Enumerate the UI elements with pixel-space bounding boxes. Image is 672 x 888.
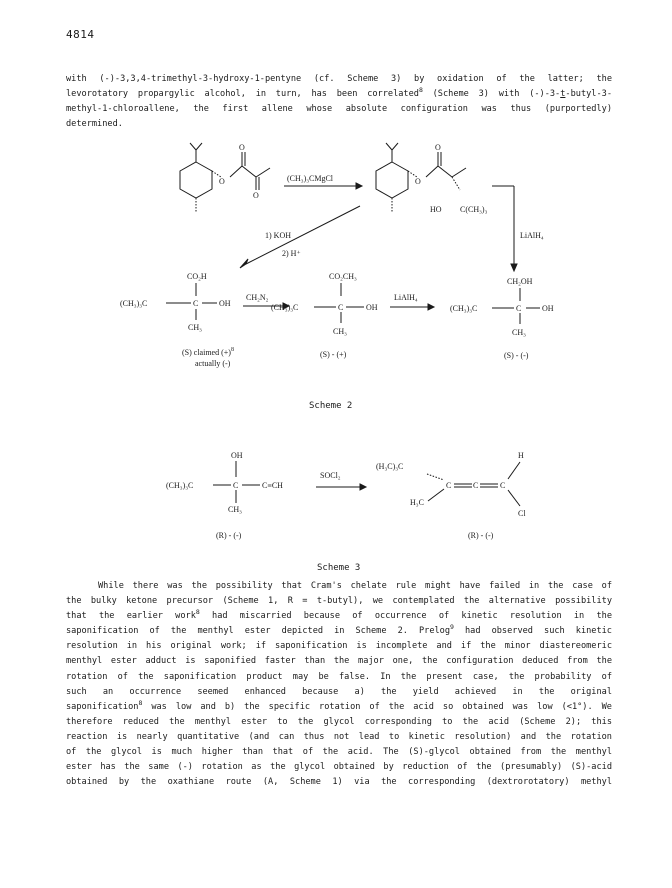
alcohol-stereo-label: (R) - (-) [216, 531, 242, 540]
scheme-2-diagram [0, 0, 672, 400]
methyl-ester-methyl: CH₃ [333, 327, 347, 336]
acid-methyl: CH₃ [188, 323, 202, 332]
alcohol-methyl: CH₃ [228, 505, 242, 514]
body-line: obtained by the oxathiane route (A, Scheme 1) via the corresponding (dextrorotatory) methyl [66, 777, 612, 788]
intro-line: with (-)-3,3,4-trimethyl-3-hydroxy-1-pentyne (cf. Scheme 3) by oxidation of the latter; the [66, 74, 612, 84]
carbonyl-oxygen-bottom: O [253, 191, 259, 200]
glycol-oh: OH [542, 304, 554, 313]
body-line: that the earlier work$^8$ had miscarried because of occurrence of kinetic resolution in the [66, 608, 612, 622]
grignard-reagent-label: (CH₃)₃CMgCl [287, 174, 334, 183]
intro-line: determined. [66, 119, 123, 130]
alcohol-center: C [233, 481, 239, 490]
alcohol-alkyne: C≡CH [262, 481, 283, 490]
scheme-3-diagram [0, 440, 672, 570]
glycol-stereo-label: (S) - (-) [504, 351, 529, 360]
menthyl-ring-right [376, 162, 408, 198]
allene-stereo-label: (R) - (-) [468, 531, 494, 540]
body-line: the bulky ketone precursor (Scheme 1, R = t-butyl), we contemplated the alternative possibility [66, 596, 612, 607]
body-line: saponification$^8$ was low and b) the specific rotation of the acid so obtained was low (<1°). We [66, 698, 612, 712]
koh-step-1: 1) KOH [265, 231, 291, 240]
reference-superscript: 8 [418, 86, 423, 95]
ch2n2-reagent: CH₂N₂ [246, 293, 269, 302]
intro-line: methyl-1-chloroallene, the first allene whose absolute configuration was thus (purportedly) [66, 104, 612, 115]
body-line: rotation of the saponification product may be false. In the present case, the probability of [66, 671, 612, 682]
acid-stereo-label: (S) claimed $(+)^8$ [182, 347, 234, 357]
body-line: of the glycol is much higher than that of the acid. The (S)-glycol obtained from the menthyl [66, 747, 612, 758]
body-line: reaction is nearly quantitative (and can thus not lead to kinetic resolution) and the rotation [66, 731, 612, 742]
methyl-ester-tbu: (CH₃)₃C [271, 303, 299, 312]
body-paragraph [66, 579, 612, 790]
acid-tbu: (CH₃)₃C [120, 299, 148, 308]
methyl-ester-top: CO₂CH₃ [329, 272, 357, 281]
ring-oxygen-right: O [415, 177, 421, 186]
body-line: resolution in his original work; if saponification is incomplete and if the minor diastereomeric [66, 641, 612, 652]
body-line: ester has the same (-) rotation as the glycol obtained by reduction of the (presumably) (S)-acid [66, 762, 612, 773]
lialh4-reagent-down: LiAlH₄ [520, 231, 544, 240]
acid-oh: OH [219, 299, 231, 308]
glycol-tbu: (CH₃)₃C [450, 304, 478, 313]
menthyl-ring-left [180, 162, 212, 198]
reference-superscript: 8 [195, 608, 200, 617]
glycol-methyl: CH₃ [512, 328, 526, 337]
allene-chlorine: Cl [518, 509, 526, 518]
carbonyl-oxygen-top-right: O [435, 143, 441, 152]
glycol-top: CH₂OH [507, 277, 533, 286]
scheme-2-caption: Scheme 2 [309, 401, 353, 411]
body-line: menthyl ester adduct is saponified faster than the major one, the configuration deduced from the [66, 656, 612, 667]
methyl-ester-center: C [338, 303, 344, 312]
acid-step-2: 2) H⁺ [282, 249, 301, 258]
glycol-center: C [516, 304, 522, 313]
intro-line: levorotatory propargylic alcohol, in turn, has been correlated$^8$ (Scheme 3) with (-)-3-t-butyl-3- [66, 86, 612, 100]
methyl-ester-stereo-label: (S) - (+) [320, 350, 347, 359]
allene-tbu: (H₃C)₃C [376, 462, 404, 471]
ring-oxygen-left: O [219, 177, 225, 186]
acid-stereo-label-2: actually (-) [195, 359, 231, 368]
carbonyl-oxygen-top: O [239, 143, 245, 152]
body-line: such an occurrence seemed enhanced because a) the yield achieved in the original [66, 686, 612, 697]
reference-superscript: 8 [138, 698, 143, 707]
alcohol-oh: OH [231, 451, 243, 460]
alcohol-tbu: (CH₃)₃C [166, 481, 194, 490]
body-line: While there was the possibility that Cram's chelate rule might have failed in the case of [98, 581, 612, 591]
body-line: therefore reduced the menthyl ester to the glycol corresponding to the acid (Scheme 2); this [66, 716, 612, 727]
scheme-3-caption: Scheme 3 [317, 563, 361, 573]
allene-methyl: H₃C [410, 498, 424, 507]
reference-superscript: 9 [450, 623, 454, 632]
lialh4-reagent-right: LiAlH₄ [394, 293, 418, 302]
acid-carboxyl: CO₂H [187, 272, 207, 281]
hydroxyl-label: HO [430, 205, 442, 214]
tert-butyl-label: C(CH₃)₃ [460, 205, 488, 214]
allene-carbon-3: C [500, 481, 506, 490]
allene-carbon-1: C [446, 481, 452, 490]
socl2-reagent: SOCl₂ [320, 471, 341, 480]
page-number: 4814 [66, 28, 95, 41]
allene-carbon-2: C [473, 481, 479, 490]
methyl-ester-oh: OH [366, 303, 378, 312]
acid-center: C [193, 299, 199, 308]
allene-hydrogen: H [518, 451, 524, 460]
body-line: saponification of the menthyl ester depicted in Scheme 2. Prelog$^9$ had observed such kinetic [66, 623, 612, 637]
